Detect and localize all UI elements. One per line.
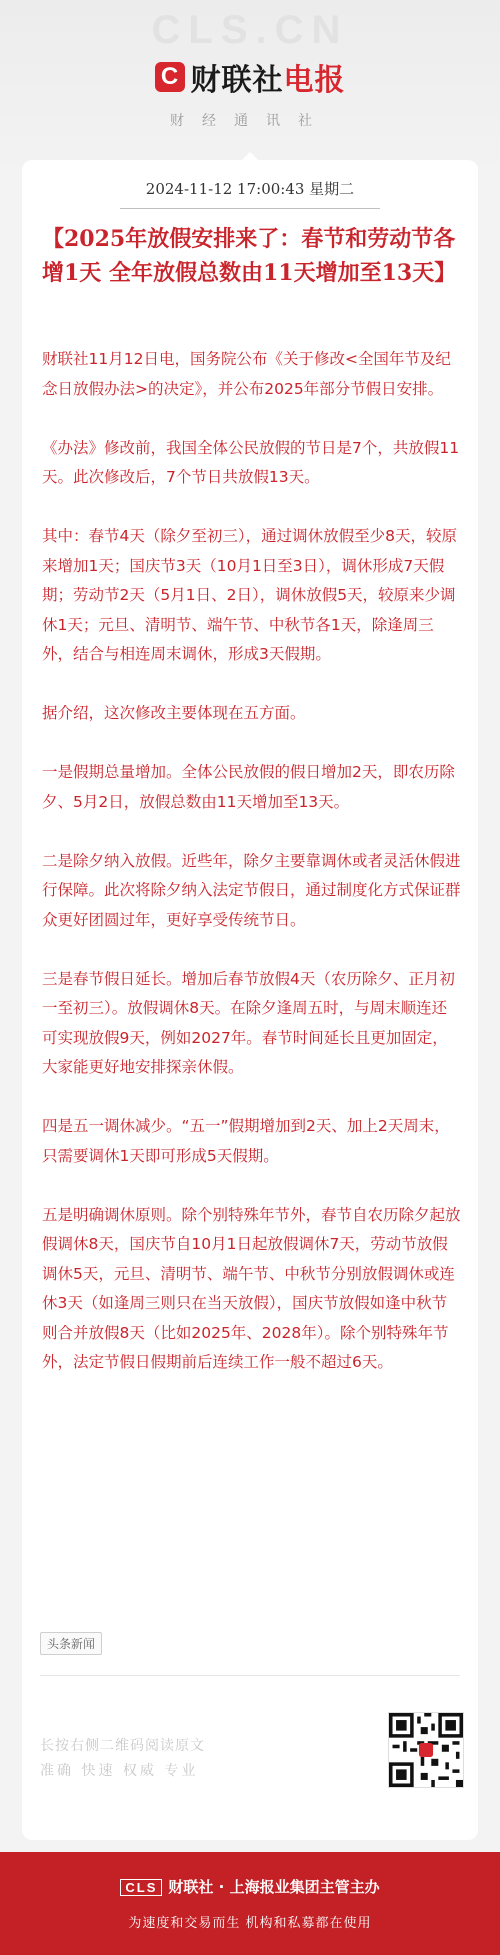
qr-code[interactable] bbox=[388, 1712, 464, 1788]
paragraph: 二是除夕纳入放假。近些年，除夕主要靠调休或者灵活休假进行保障。此次将除夕纳入法定节假日，通过制度化方式保证群众更好团圆过年，更好享受传统节日。 bbox=[42, 851, 461, 929]
paragraph: 其中：春节4天（除夕至初三），通过调休放假至少8天，较原来增加1天；国庆节3天（10月1日至3日），调休形成7天假期；劳动节2天（5月1日、2日），调休放假5天，较原来少调休1天；元旦、清明节、端午节、中秋节各1天，除逢周三外，结合与相连周末调休，形成3天假期。 bbox=[42, 527, 457, 663]
page-footer bbox=[0, 1852, 500, 1955]
paragraph: 据介绍，这次修改主要体现在五方面。 bbox=[42, 704, 306, 722]
paragraph: 《办法》修改前，我国全体公民放假的节日是7个，共放假11天。此次修改后，7个节日共放假13天。 bbox=[42, 438, 460, 486]
divider bbox=[120, 208, 380, 209]
watermark: CLS.CN bbox=[151, 8, 349, 52]
page-header bbox=[0, 0, 500, 175]
article-datetime: 2024-11-12 17:00:43 星期二 bbox=[145, 180, 355, 198]
paragraph: 五是明确调休原则。除个别特殊年节外，春节自农历除夕起放假调休8天，国庆节自10月1日起放假调休7天，劳动节放假调休5天，元旦、清明节、端午节、中秋节分别放假调休或连休3天（如逢周三则只在当天放假），国庆节放假如逢中秋节则合并放假8天（比如2025年、2028年）。除个别特殊年节外，法定节假日假期前后连续工作一般不超过6天。 bbox=[42, 1205, 461, 1371]
article-title: 【2025年放假安排来了：春节和劳动节各增1天 全年放假总数由11天增加至13天】 bbox=[42, 226, 457, 286]
logo-text-red: 电报 bbox=[283, 63, 346, 98]
paragraph: 三是春节假日延长。增加后春节放假4天（农历除夕、正月初一至初三）。放假调休8天。在除夕逢周五时，与周末顺连还可实现放假9天，例如2027年。春节时间延长且更加固定，大家能更好地安排探亲休假。 bbox=[42, 969, 455, 1076]
logo-text bbox=[191, 55, 346, 99]
logo-text-black: 财联社 bbox=[190, 63, 284, 98]
qr-code-icon bbox=[389, 1713, 463, 1787]
paragraph: 一是假期总量增加。全体公民放假的假日增加2天，即农历除夕、5月2日，放假总数由11天增加至13天。 bbox=[42, 763, 455, 811]
footer-slogan: 为速度和交易而生 机构和私募都在使用 bbox=[128, 1916, 372, 1931]
tagline: 财经通讯社 bbox=[170, 113, 330, 129]
paragraph: 四是五一调休减少。“五一”假期增加到2天、加上2天周末，只需要调休1天即可形成5天假期。 bbox=[42, 1117, 450, 1165]
article-body bbox=[42, 345, 462, 1407]
divider bbox=[40, 1675, 460, 1676]
footer-publisher: 财联社 · 上海报业集团主管主办 bbox=[168, 1878, 380, 1896]
cls-badge: CLS bbox=[120, 1879, 162, 1896]
slogan: 准确 快速 权威 专业 bbox=[40, 1763, 199, 1779]
news-tag[interactable]: 头条新闻 bbox=[40, 1632, 102, 1655]
footer-brand bbox=[0, 1876, 500, 1897]
paragraph: 财联社11月12日电，国务院公布《关于修改<全国年节及纪念日放假办法>的决定》，并公布2025年部分节假日安排。 bbox=[42, 350, 451, 398]
logo-c-icon: C bbox=[155, 62, 185, 92]
card-notch bbox=[242, 152, 258, 160]
qr-hint: 长按右侧二维码阅读原文 bbox=[40, 1738, 205, 1754]
brand-logo bbox=[0, 55, 500, 99]
